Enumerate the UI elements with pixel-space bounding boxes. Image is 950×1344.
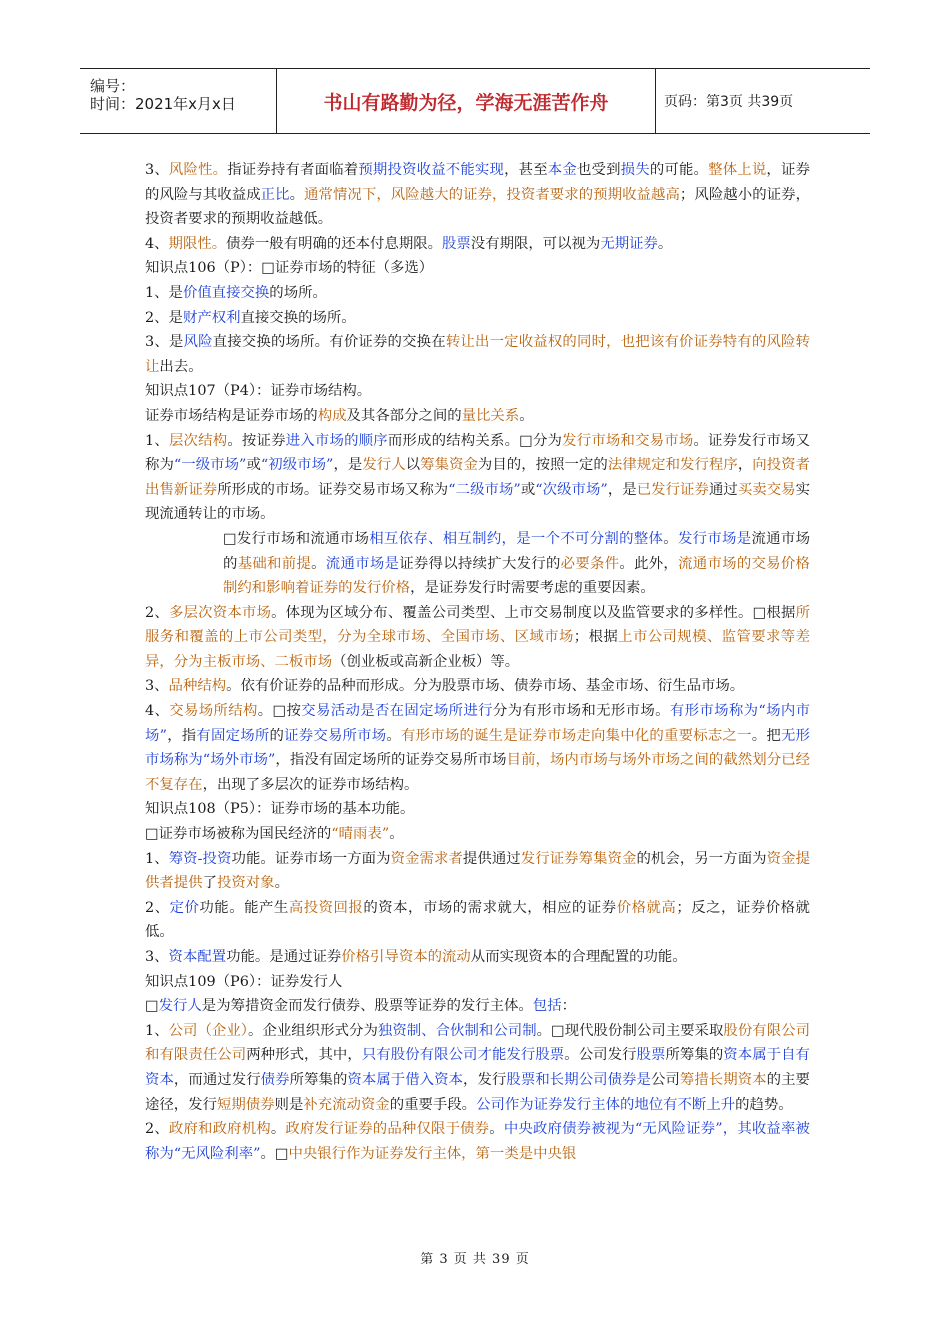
text-run: 3、 <box>145 162 169 178</box>
text-run: 资本配置 <box>168 949 227 965</box>
paragraph <box>145 994 810 1019</box>
text-run: 整体上说 <box>708 162 767 178</box>
text-run: 的主要途径，发行 <box>145 1071 810 1113</box>
text-run: 3、是 <box>145 334 184 351</box>
text-run: 买卖交易 <box>737 481 796 498</box>
text-run: 。 <box>489 1121 504 1138</box>
paragraph <box>145 306 810 331</box>
text-run: 发行人 <box>158 998 202 1015</box>
page-footer: 第 3 页 共 39 页 <box>420 1252 530 1267</box>
text-run: 了 <box>202 875 217 892</box>
text-run: 筹资-投资 <box>168 850 232 867</box>
text-run: 证券市场结构是证券市场的 <box>145 407 318 424</box>
text-run: “初级市场” <box>260 457 334 474</box>
text-run: 中央银行作为证券发行主体，第一类是中央银 <box>288 1145 577 1162</box>
text-run: 知识点109（P6）：证券发行人 <box>145 973 343 990</box>
text-run: “次级市场” <box>535 481 608 498</box>
paragraph <box>145 256 810 281</box>
text-run: 。体现为区域分布、覆盖公司类型、上市交易制度以及监管要求的多样性。□根据 <box>271 604 796 621</box>
text-run: 政府发行证券的品种仅限于债券 <box>285 1121 490 1138</box>
text-run: 。按证券 <box>227 432 286 449</box>
text-run: 3、 <box>145 949 169 965</box>
text-run: 向投资者出售新证券 <box>145 457 810 498</box>
text-run: 2、 <box>145 604 169 621</box>
text-run: 流通市场是 <box>325 555 400 572</box>
text-run: 公司 <box>650 1071 680 1088</box>
text-run: 4、 <box>145 235 169 252</box>
paragraph <box>145 404 810 429</box>
paragraph <box>145 699 810 797</box>
text-run: 发行市场是 <box>677 530 752 547</box>
text-run: 没有期限，可以视为 <box>470 235 601 252</box>
text-run: 。企业组织形式分为 <box>248 1022 378 1039</box>
text-run: 资本属于自有资本 <box>145 1047 810 1088</box>
paragraph <box>145 847 810 896</box>
paragraph <box>145 330 810 379</box>
text-run: 无期证券 <box>600 235 658 252</box>
text-run: 是为筹措资金而发行债券、股票等证券的发行主体。 <box>201 998 533 1015</box>
text-run: ，是 <box>607 481 637 498</box>
text-run: 证券交易所市场 <box>284 727 387 744</box>
text-run: 实现流通转让的市场。 <box>145 481 810 523</box>
text-run: 3、 <box>145 678 169 695</box>
text-run: 上市公司规模、监管要求等差异，分为主板市场、二板市场 <box>145 629 810 670</box>
text-run: 知识点108（P5）：证券市场的基本功能。 <box>145 801 415 818</box>
text-run: 筹措长期资本 <box>679 1071 767 1088</box>
text-run: 功能。能产生 <box>199 899 289 916</box>
text-run: 分为有形市场和无形市场。 <box>492 703 670 720</box>
text-run: 。 <box>386 727 402 744</box>
text-run: 转让出一定收益权的同时，也把该有价证券特有的风险转让 <box>145 334 810 375</box>
page-header <box>80 68 870 134</box>
text-run: （创业板或高新企业板）等。 <box>332 653 520 670</box>
text-run: 股份有限公司和有限责任公司 <box>145 1022 810 1064</box>
text-run: “二级市场” <box>448 481 521 498</box>
text-run: 财产权利 <box>182 309 241 326</box>
text-run: 多层次资本市场 <box>168 604 272 621</box>
text-run: 价格就高 <box>616 899 677 916</box>
text-run: 高投资回报 <box>288 899 364 916</box>
text-run: 。□ <box>260 1145 289 1162</box>
text-run: 资本属于借入资本 <box>347 1071 464 1088</box>
text-run: 公司（企业） <box>168 1022 249 1039</box>
text-run: 的趋势。 <box>735 1096 793 1113</box>
paragraph <box>145 158 810 232</box>
text-run: 。 <box>274 875 289 892</box>
text-run: 基础和前提 <box>237 555 312 572</box>
text-run: 2、 <box>145 1121 169 1138</box>
paragraph <box>145 970 810 995</box>
paragraph <box>145 945 810 970</box>
header-page-label: 页码：第3页 共39页 <box>664 94 794 110</box>
text-run: 而形成的结构关系。□分为 <box>387 432 563 449</box>
text-run: 的可能。 <box>649 162 709 178</box>
text-run: 本金 <box>547 162 577 178</box>
paragraph <box>145 379 810 404</box>
text-run: 。此外， <box>619 555 679 572</box>
text-run: 为目的，按照一定的 <box>477 457 608 474</box>
text-run: 。 <box>519 407 534 424</box>
text-run: 定价 <box>169 899 200 916</box>
text-run: 风险 <box>183 334 213 351</box>
text-run: 4、 <box>145 703 170 720</box>
text-run: ，是证券发行时需要考虑的重要因素。 <box>410 580 655 597</box>
text-run: ，是 <box>333 457 363 474</box>
text-run: 的资本，市场的需求就大，相应的证券 <box>363 899 617 916</box>
text-run: ： <box>561 998 576 1015</box>
text-run: 债券一般有明确的还本付息期限。 <box>226 235 442 252</box>
text-run: 两种形式，其中， <box>246 1047 362 1064</box>
text-run: ，指 <box>166 727 197 744</box>
text-run: 独资制、合伙制和公司制 <box>377 1022 537 1039</box>
text-run: 所筹集的 <box>665 1047 724 1064</box>
paragraph <box>145 896 810 945</box>
text-run: 政府和政府机构 <box>168 1121 271 1138</box>
text-run: 1、 <box>145 1022 169 1039</box>
text-run: 只有股份有限公司才能发行股票 <box>361 1047 565 1064</box>
text-run: 的重要手段。 <box>389 1096 477 1113</box>
paragraph <box>145 674 810 699</box>
text-run: 通常情况下，风险越大的证券，投资者要求的预期收益越高 <box>304 186 680 203</box>
text-run: 有固定场所 <box>196 727 270 744</box>
text-run: 风险性。 <box>168 162 228 178</box>
text-run: 或 <box>520 481 536 498</box>
text-run: 的场所。 <box>269 284 327 301</box>
text-run: 资金需求者 <box>390 850 463 867</box>
text-run: ；风险越小的证券，投资者要求的预期收益越低。 <box>145 186 810 228</box>
text-run: 包括 <box>532 998 562 1015</box>
text-run: “一级市场” <box>173 457 247 474</box>
text-run: 投资对象 <box>216 875 275 892</box>
text-run: 或 <box>246 457 261 474</box>
text-run: 补充流动资金 <box>303 1096 390 1113</box>
text-run: 。 <box>663 530 678 547</box>
text-run: 提供通过 <box>462 850 521 867</box>
text-run: 发行人 <box>362 457 406 474</box>
text-run: □证券市场被称为国民经济的 <box>145 826 332 843</box>
text-run: ， <box>737 457 753 474</box>
paragraph <box>145 601 810 675</box>
text-run: 指证券持有者面临着 <box>227 162 359 178</box>
doc-number-label: 编号： <box>90 77 136 95</box>
text-run: 损失 <box>620 162 650 178</box>
text-run: ，指没有固定场所的证券交易所市场 <box>275 752 507 769</box>
text-run: ；根据 <box>573 629 619 646</box>
text-run: 股票 <box>636 1047 666 1064</box>
text-run: 。□按 <box>257 703 302 720</box>
doc-date-label: 时间：2021年x月x日 <box>90 95 236 113</box>
text-run: 流通市场的交易价格制约和影响着证券的发行价格 <box>223 555 810 597</box>
text-run: 及其各部分之间的 <box>346 407 462 424</box>
text-run: 从而实现资本的合理配置的功能。 <box>470 949 687 965</box>
text-run: 。 <box>657 235 673 252</box>
text-run: 功能。是通过证券 <box>226 949 342 965</box>
paragraph <box>145 797 810 822</box>
text-run: 。证券发行市场又称为 <box>145 432 810 474</box>
text-run: 短期债券 <box>216 1096 275 1113</box>
text-run: 。 <box>289 186 305 203</box>
paragraph <box>145 1019 810 1117</box>
text-run: 构成 <box>317 407 347 424</box>
text-run: 必要条件 <box>560 555 620 572</box>
text-run: 预期投资收益不能实现 <box>358 162 505 178</box>
paragraph <box>145 527 810 601</box>
text-run: 无形市场称为“场外市场” <box>145 727 810 769</box>
text-run: 已发行证券 <box>636 481 709 498</box>
text-run: 价格引导资本的流动 <box>341 949 471 965</box>
text-run: 。依有价证券的品种而形成。分为股票市场、债券市场、基金市场、衍生品市场。 <box>226 678 745 695</box>
text-run: 目前，场内市场与场外市场之间的截然划分已经不复存在 <box>145 752 810 793</box>
text-run: 发行证券筹集资金 <box>520 850 637 867</box>
paragraph <box>145 1117 810 1166</box>
text-run: 股票 <box>442 235 471 252</box>
text-run: 1、 <box>145 850 169 867</box>
text-run: 进入市场的顺序 <box>285 432 388 449</box>
text-run: ；反之，证券价格就低。 <box>145 899 810 941</box>
text-run: ，证券的风险与其收益成 <box>145 162 810 203</box>
text-run: 品种结构 <box>168 678 227 695</box>
document-body <box>145 158 810 1166</box>
text-run: 中央政府债券被视为“无风险证券”，其收益率被称为“无风险利率” <box>145 1121 810 1162</box>
text-run: ，而通过发行 <box>173 1071 261 1088</box>
text-run: 股票和长期公司债券是 <box>506 1071 651 1088</box>
text-run: 。 <box>389 826 404 843</box>
text-run: 所服务和覆盖的上市公司类型，分为全球市场、全国市场、区域市场 <box>145 604 810 646</box>
text-run: 则是 <box>274 1096 304 1113</box>
text-run: 正比 <box>260 186 290 203</box>
text-run: 直接交换的场所。有价证券的交换在 <box>212 334 446 351</box>
paragraph <box>145 281 810 306</box>
text-run: 出去。 <box>159 358 203 375</box>
text-run: 价值直接交换 <box>182 284 270 301</box>
text-run: 知识点107（P4）：证券市场结构。 <box>145 383 372 400</box>
text-run: 相互依存、相互制约，是一个不可分割的整体 <box>369 530 664 547</box>
text-run: 通过 <box>708 481 738 498</box>
text-run: 流通市场的 <box>223 530 810 572</box>
text-run: 。把 <box>751 727 781 744</box>
text-run: 1、 <box>145 432 169 449</box>
text-run: 期限性。 <box>168 235 227 252</box>
paragraph <box>145 429 810 527</box>
text-run: 。公司发行 <box>564 1047 637 1064</box>
text-run: “晴雨表” <box>331 826 390 843</box>
text-run: ，甚至 <box>504 162 548 178</box>
text-run: 公司作为证券发行主体的地位有不断上升 <box>476 1096 736 1113</box>
text-run: 的 <box>269 727 285 744</box>
text-run: 功能。证券市场一方面为 <box>231 850 391 867</box>
paragraph <box>145 822 810 847</box>
text-run: 1、是 <box>145 284 183 301</box>
text-run: 所筹集的 <box>289 1071 348 1088</box>
text-run: 的机会，另一方面为 <box>636 850 767 867</box>
header-meta <box>80 69 277 133</box>
text-run: 交易场所结构 <box>169 703 258 720</box>
text-run: ，出现了多层次的证券市场结构。 <box>202 776 419 793</box>
text-run: 也受到 <box>576 162 621 178</box>
text-run: 层次结构 <box>168 432 228 449</box>
text-run: 有形市场的诞生是证券市场走向集中化的重要标志之一 <box>401 727 752 744</box>
text-run: 知识点106（P）：□证券市场的特征（多选） <box>145 260 434 277</box>
header-motto: 书山有路勤为径，学海无涯苦作舟 <box>277 69 656 133</box>
text-run: 交易活动是否在固定场所进行 <box>301 703 493 720</box>
text-run: 法律规定和发行程序 <box>607 457 738 474</box>
text-run: 2、是 <box>145 309 183 326</box>
text-run: 。 <box>270 1121 286 1138</box>
text-run: 有形市场称为“场内市场” <box>145 703 810 744</box>
text-run: 所形成的市场。证券交易市场又称为 <box>217 481 449 498</box>
paragraph <box>145 232 810 257</box>
text-run: 资金提供者提供 <box>145 850 810 892</box>
text-run: ，发行 <box>463 1071 507 1088</box>
text-run: □ <box>145 998 159 1015</box>
text-run: 。 <box>311 555 326 572</box>
text-run: 量比关系 <box>461 407 520 424</box>
text-run: 。□现代股份制公司主要采取 <box>536 1022 724 1039</box>
text-run: □发行市场和流通市场 <box>223 530 370 547</box>
text-run: 直接交换的场所。 <box>240 309 356 326</box>
text-run: 筹集资金 <box>420 457 478 474</box>
text-run: 以 <box>405 457 421 474</box>
text-run: 2、 <box>145 899 170 916</box>
text-run: 发行市场和交易市场 <box>562 432 694 449</box>
text-run: 证券得以持续扩大发行的 <box>399 555 561 572</box>
text-run: 债券 <box>260 1071 290 1088</box>
